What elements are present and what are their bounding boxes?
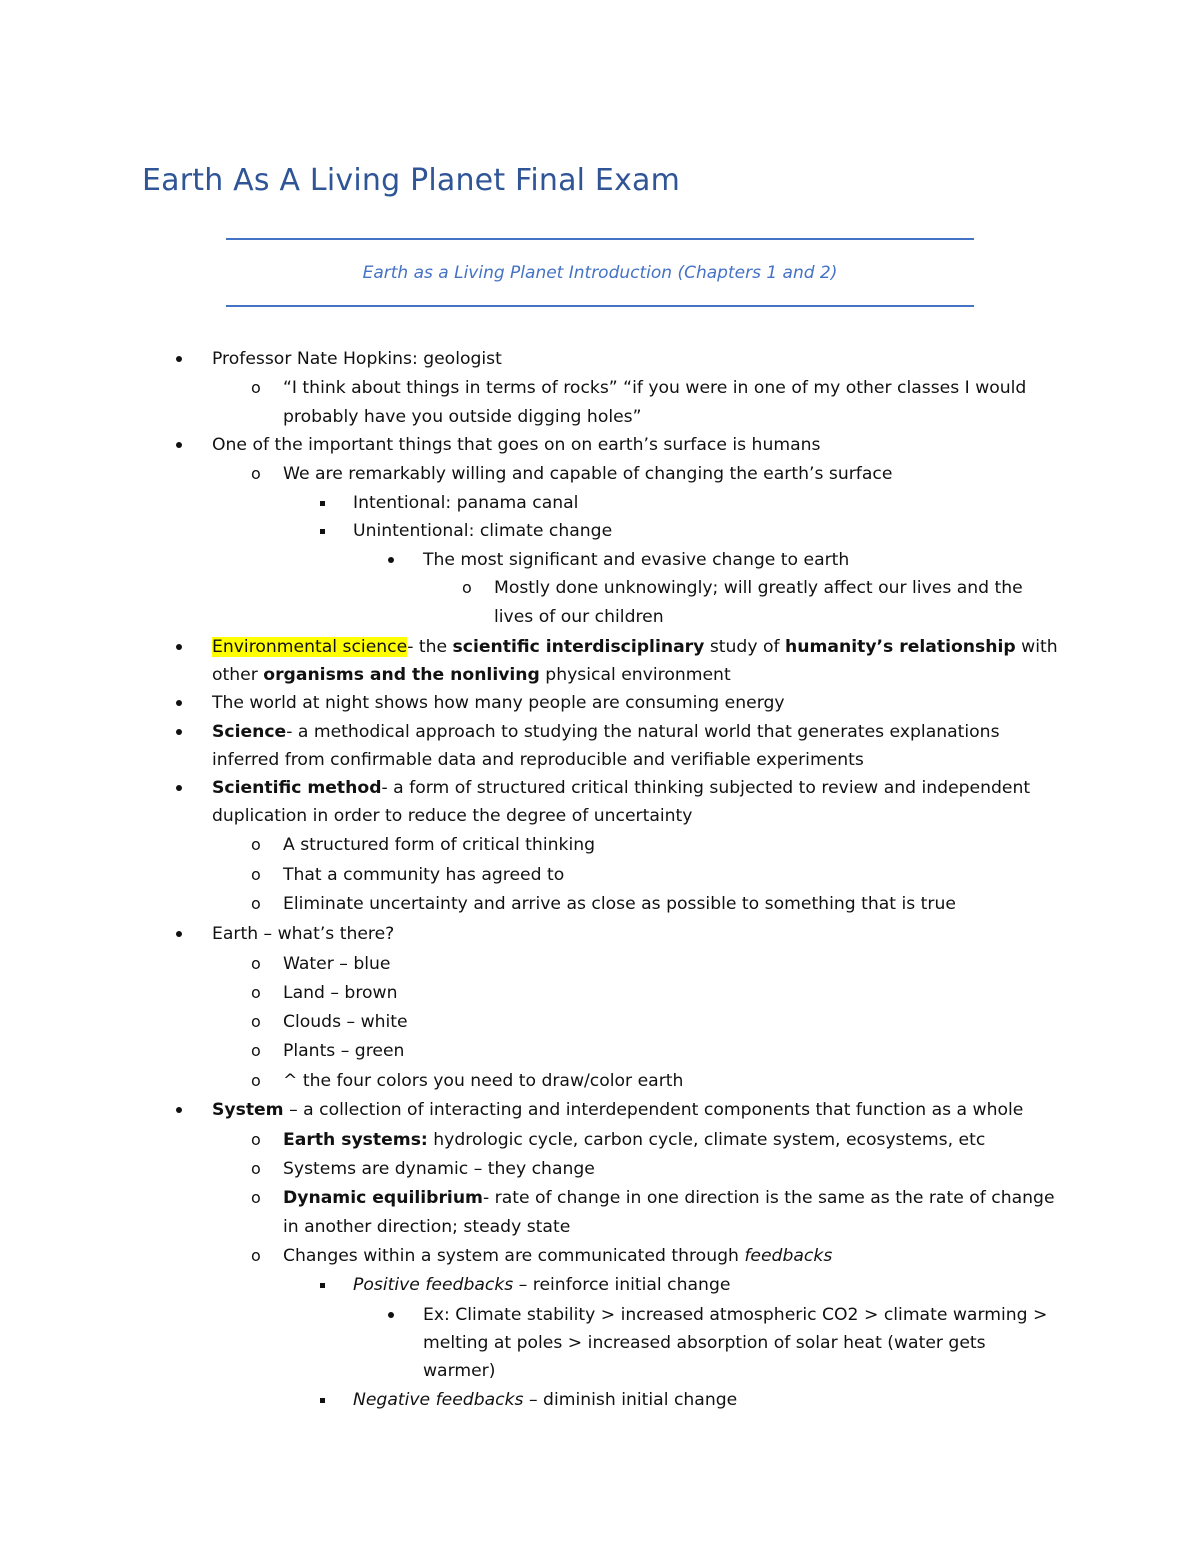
- note-line: One of the important things that goes on on earth’s surface is humans: [212, 435, 821, 455]
- note-line: Mostly done unknowingly; will greatly affect our lives and the: [494, 578, 1023, 598]
- note-line: other organisms and the nonliving physical environment: [212, 665, 731, 685]
- note-line: in another direction; steady state: [283, 1217, 571, 1237]
- note-line: probably have you outside digging holes”: [283, 407, 642, 427]
- note-line: “I think about things in terms of rocks” “if you were in one of my other classes I would: [283, 378, 1027, 398]
- bullet-marker: [176, 434, 182, 448]
- bullet-marker: [176, 636, 182, 650]
- note-line: Water – blue: [283, 954, 391, 974]
- section-subtitle: Earth as a Living Planet Introduction (Chapters 1 and 2): [362, 263, 838, 283]
- note-line: Positive feedbacks – reinforce initial change: [353, 1275, 731, 1295]
- square-marker: [320, 1274, 325, 1288]
- note-line: Scientific method- a form of structured critical thinking subjected to review and independent: [212, 778, 1031, 798]
- note-line: Negative feedbacks – diminish initial change: [353, 1390, 738, 1410]
- circle-marker: o: [251, 1246, 261, 1265]
- note-line: melting at poles > increased absorption of solar heat (water gets: [423, 1333, 986, 1353]
- note-line: ^ the four colors you need to draw/color earth: [283, 1071, 684, 1091]
- square-marker: [320, 1389, 325, 1403]
- circle-marker: o: [251, 865, 261, 884]
- note-line: Science- a methodical approach to studying the natural world that generates explanations: [212, 722, 1000, 742]
- note-line: Earth – what’s there?: [212, 924, 395, 944]
- circle-marker: o: [251, 1188, 261, 1207]
- note-line: Land – brown: [283, 983, 398, 1003]
- bullet-marker: [388, 1304, 394, 1318]
- note-line: The world at night shows how many people are consuming energy: [212, 693, 785, 713]
- note-line: Clouds – white: [283, 1012, 408, 1032]
- circle-marker: o: [251, 894, 261, 913]
- note-line: Eliminate uncertainty and arrive as close as possible to something that is true: [283, 894, 956, 914]
- subtitle-top-rule: [226, 238, 974, 240]
- circle-marker: o: [251, 1012, 261, 1031]
- bullet-marker: [176, 348, 182, 362]
- note-line: Earth systems: hydrologic cycle, carbon cycle, climate system, ecosystems, etc: [283, 1130, 986, 1150]
- note-line: lives of our children: [494, 607, 664, 627]
- note-line: That a community has agreed to: [283, 865, 565, 885]
- note-line: Professor Nate Hopkins: geologist: [212, 349, 502, 369]
- note-line: Plants – green: [283, 1041, 405, 1061]
- circle-marker: o: [251, 1041, 261, 1060]
- note-line: Systems are dynamic – they change: [283, 1159, 595, 1179]
- note-line: warmer): [423, 1361, 496, 1381]
- circle-marker: o: [251, 954, 261, 973]
- bullet-marker: [176, 777, 182, 791]
- note-line: Unintentional: climate change: [353, 521, 613, 541]
- bullet-marker: [176, 721, 182, 735]
- note-line: Ex: Climate stability > increased atmospheric CO2 > climate warming >: [423, 1305, 1048, 1325]
- note-line: Intentional: panama canal: [353, 493, 579, 513]
- bullet-marker: [176, 1099, 182, 1113]
- document-title: Earth As A Living Planet Final Exam: [142, 163, 681, 198]
- note-line: The most significant and evasive change to earth: [423, 550, 850, 570]
- note-line: System – a collection of interacting and interdependent components that function as a whole: [212, 1100, 1024, 1120]
- note-line: Changes within a system are communicated through feedbacks: [283, 1246, 833, 1266]
- note-line: inferred from confirmable data and reproducible and verifiable experiments: [212, 750, 864, 770]
- note-line: Dynamic equilibrium- rate of change in one direction is the same as the rate of change: [283, 1188, 1055, 1208]
- circle-marker: o: [251, 1130, 261, 1149]
- highlighted-term: Environmental science: [212, 637, 408, 657]
- square-marker: [320, 492, 325, 506]
- note-line: duplication in order to reduce the degree of uncertainty: [212, 806, 693, 826]
- circle-marker: o: [251, 464, 261, 483]
- subtitle-bottom-rule: [226, 305, 974, 307]
- circle-marker: o: [251, 378, 261, 397]
- note-line: A structured form of critical thinking: [283, 835, 596, 855]
- note-line: Environmental science- the scientific interdisciplinary study of humanity’s relationship with: [212, 637, 1058, 657]
- square-marker: [320, 520, 325, 534]
- circle-marker: o: [251, 1071, 261, 1090]
- bullet-marker: [388, 549, 394, 563]
- circle-marker: o: [251, 1159, 261, 1178]
- bullet-marker: [176, 923, 182, 937]
- note-line: We are remarkably willing and capable of changing the earth’s surface: [283, 464, 893, 484]
- circle-marker: o: [251, 983, 261, 1002]
- bullet-marker: [176, 692, 182, 706]
- circle-marker: o: [462, 578, 472, 597]
- circle-marker: o: [251, 835, 261, 854]
